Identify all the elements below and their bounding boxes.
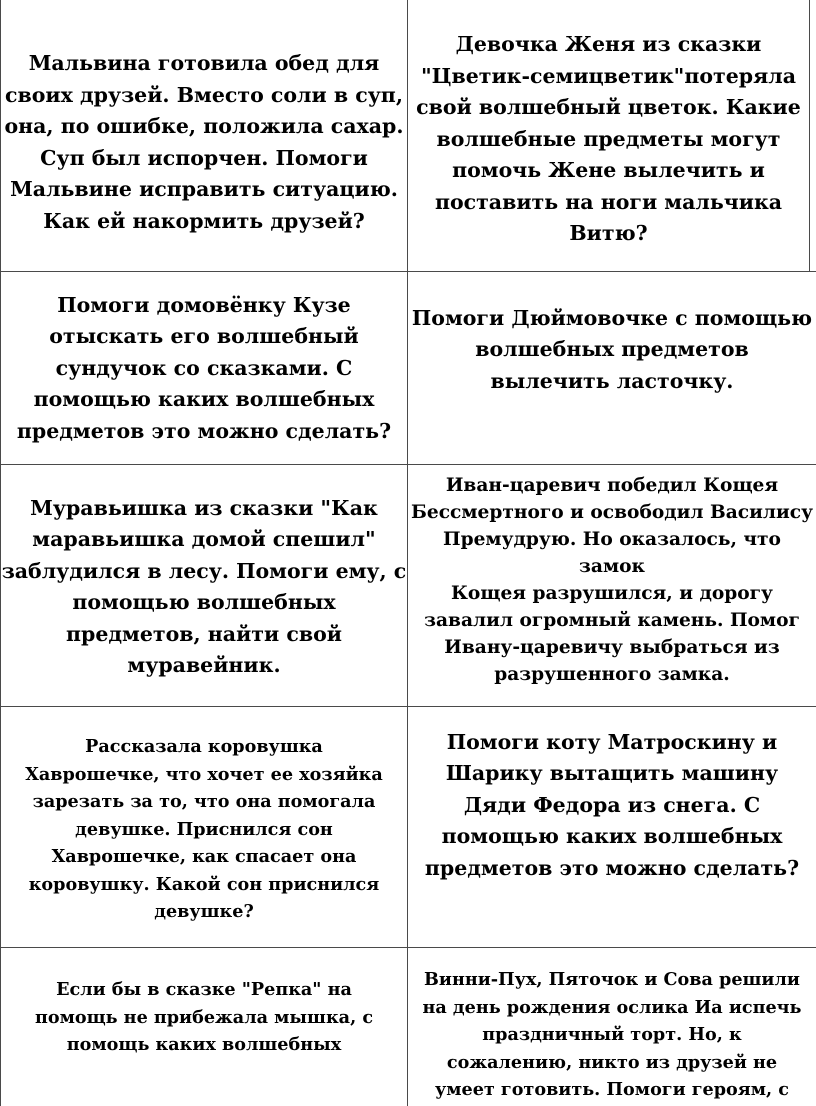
- task-card-text: Рассказала коровушка Хаврошечке, что хочет ее хозяйка зарезать за то, что она помогала девушке. Приснился сон Хаврошечке, как спасает она коровушку. Какой сон приснился девушке?: [25, 736, 383, 923]
- task-card-winnie-the-pooh: [408, 966, 816, 1106]
- task-card-matroskin: [408, 728, 816, 883]
- grid-line-right-top: [809, 0, 810, 271]
- task-card-text: Если бы в сказке "Репка" на помощь не прибежала мышка, с помощь каких волшебных: [34, 979, 374, 1055]
- task-card-ivan-tsarevich: [408, 475, 816, 685]
- task-card-text: Девочка Женя из сказки "Цветик-семицветик"потеряла свой волшебный цветок. Какие волшебные предметы могут помочь Жене вылечить и поставить на ноги мальчика Витю?: [416, 32, 801, 246]
- task-card-ant: [1, 492, 407, 682]
- task-card-text: Мальвина готовила обед для своих друзей. Вместо соли в суп, она, по ошибке, положила сахар. Суп был испорчен. Помоги Мальвине исправить ситуацию. Как ей накормить друзей?: [4, 51, 404, 233]
- task-card-text: Винни-Пух, Пяточок и Сова решили на день рождения ослика Иа испечь праздничный торт. Но, к сожалению, никто из друзей не умеет готовить. Помоги героям, с: [422, 969, 802, 1100]
- task-card-text: Муравьишка из сказки "Как маравьишка домой спешил" заблудился в лесу. Помоги ему, с помощью волшебных предметов, найти свой муравейник.: [1, 495, 407, 677]
- task-card-text: Иван-царевич победил Кощея Бессмертного и освободил Василису Премудрую. Но оказалось, что замок Кощея разрушился, и дорогу завалил огромный камень. Помог Ивану-царевичу выбраться из разрушенного замка.: [410, 475, 814, 685]
- task-card-kuzya: [1, 291, 407, 446]
- grid-line-row-4: [0, 947, 816, 948]
- grid-line-row-3: [0, 706, 816, 707]
- grid-line-row-1: [0, 271, 816, 272]
- task-card-zhenya: [408, 31, 809, 248]
- task-card-khavroshechka: [1, 732, 407, 927]
- task-card-turnip: [1, 976, 407, 1076]
- task-card-text: Помоги домовёнку Кузе отыскать его волшебный сундучок со сказками. С помощью каких волшебных предметов это можно сделать?: [16, 292, 392, 443]
- task-card-thumbelina: [408, 305, 816, 395]
- grid-line-row-2: [0, 464, 816, 465]
- task-card-malvina: [1, 40, 407, 245]
- task-card-text: Помоги Дюймовочке с помощью волшебных предметов вылечить ласточку.: [411, 305, 813, 393]
- task-card-text: Помоги коту Матроскину и Шарику вытащить машину Дяди Федора из снега. С помощью каких волшебных предметов это можно сделать?: [424, 729, 800, 880]
